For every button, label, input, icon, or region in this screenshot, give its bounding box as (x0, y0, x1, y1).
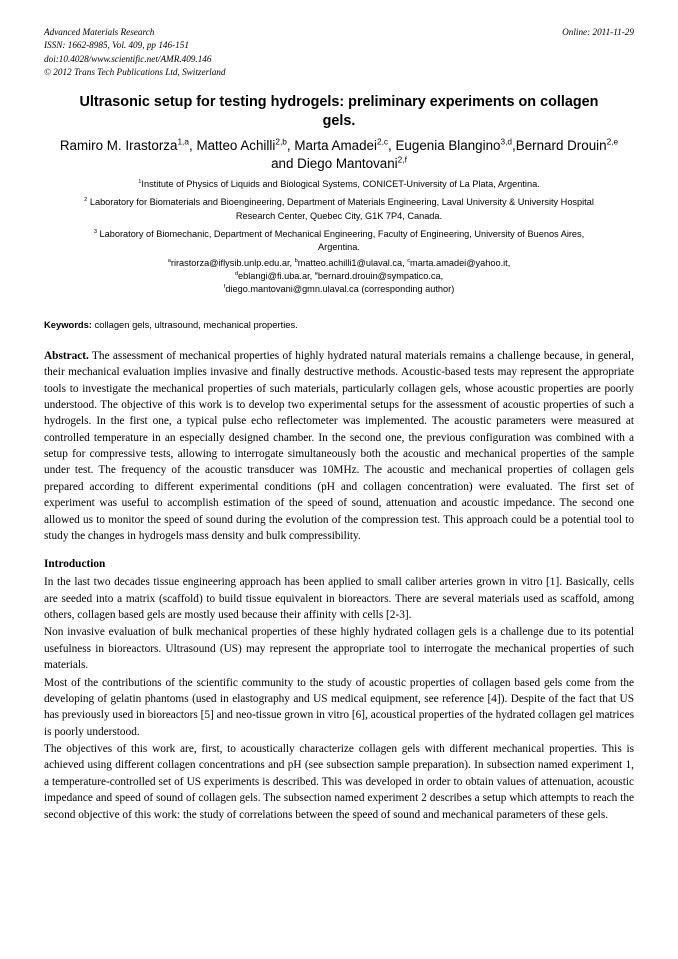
author-affil-marker: 3,d (500, 136, 513, 147)
author-emails (60, 257, 618, 297)
email-marker: c (407, 257, 411, 264)
affil-marker: 2 (84, 197, 88, 204)
author-entry: Eugenia Blangino$^{3,d}$, (395, 136, 516, 153)
journal-copyright: © 2012 Trans Tech Publications Ltd, Switzerland (44, 67, 226, 78)
email-line-1: $^a$rirastorza@iflysib.unlp.edu.ar, $^b$matteo.achilli1@ulaval.ca, $^c$marta.amadei@yahoo.it, (167, 257, 511, 268)
keywords-value: collagen gels, ultrasound, mechanical properties. (91, 318, 298, 330)
email-line-2: $^d$eblangi@fi.uba.ar, $^e$bernard.drouin@sympatico.ca, (234, 271, 444, 282)
email-marker: b (294, 257, 298, 264)
author-entry: Matteo Achilli$^{2,b}$, (196, 136, 295, 153)
online-date: Online: 2011-11-29 (562, 27, 634, 37)
intro-paragraph-3: Most of the contributions of the scientific community to the study of acoustic properties of collagen based gels come from the developing of gelatin phantoms (used in elastography and US medical equipment, see reference [4]). Despite of the fact that US has previously used in bioreactors [5] and neo-tissue grown in vitro [6], acoustical properties of the hydrated collagen gel matrices is poorly understood. (44, 676, 634, 738)
intro-paragraph-2: Non invasive evaluation of bulk mechanical properties of these highly hydrated collagen gels is a challenge due to its potential usefulness in bioreactors. Ultrasound (US) may represent the appropriate tool to interrogate the mechanical properties of such materials. (44, 626, 634, 672)
author-entry: Diego Mantovani$^{2,f}$ (297, 154, 407, 171)
affiliation-3: $^3$ Laboratory of Biomechanic, Department of Mechanical Engineering, Faculty of Engineering, University of Buenos Aires, Argentina. (93, 228, 585, 253)
author-entry: Bernard Drouin$^{2,e}$ and (271, 136, 619, 171)
author-affil-marker: 2,f (397, 154, 407, 165)
intro-paragraph-4: The objectives of this work are, first, to acoustically characterize collagen gels with different mechanical properties. This is achieved using different collagen concentrations and pH (see subsection sample preparation). In subsection named experiment 1, a temperature-controlled set of US experiments is described. This was developed in order to obtain values of attenuation, acoustic impedance and speed of sound of collagen gels. The subsection named experiment 2 describes a setup which attempts to reach the second objective of this work: the study of correlations between the speed of sound and mechanical parameters of these gels. (44, 743, 634, 821)
intro-paragraph-1: In the last two decades tissue engineering approach has been applied to small caliber arteries grown in vitro [1]. Basically, cells are seeded into a matrix (scaffold) to build tissue equivalent in bioreactors. There are several materials used as scaffold, among others, collagen based gels are mostly used because their affinity with cells [2-3]. (44, 576, 634, 621)
author-entry: Ramiro M. Irastorza$^{1,a}$, (59, 136, 197, 153)
journal-name: Advanced Materials Research (44, 27, 155, 37)
email-marker: e (314, 271, 318, 277)
journal-issn: ISSN: 1662-8985, Vol. 409, pp 146-151 (44, 40, 189, 51)
affiliation-2: $^2$ Laboratory for Biomaterials and Bioengineering, Department of Materials Engineering, Laval University & University Hospital Research Center, Quebec City, G1K 7P4, Canada. (84, 197, 594, 221)
author-affil-marker: 2,c (376, 136, 389, 147)
affil-marker: 3 (93, 228, 97, 235)
journal-doi: doi:10.4028/www.scientific.net/AMR.409.146 (44, 53, 212, 64)
keywords-line (44, 319, 634, 330)
page-title: Ultrasonic setup for testing hydrogels: preliminary experiments on collagen gels. (79, 94, 599, 130)
author-entry: Marta Amadei$^{2,c}$, (294, 136, 396, 153)
author-list (52, 137, 626, 173)
author-affil-marker: 2,b (275, 136, 287, 147)
abstract-label: Abstract. (44, 349, 89, 362)
affiliation-1: $^1$Institute of Physics of Liquids and Biological Systems, CONICET-University of La Plata, Argentina. (138, 178, 540, 189)
author-affil-marker: 1,a (177, 136, 189, 147)
email-marker: d (234, 271, 238, 277)
section-heading-introduction: Introduction (44, 558, 106, 571)
abstract-block (44, 348, 634, 545)
abstract-text: The assessment of mechanical properties of highly hydrated natural materials remains a challenge because, in general, their mechanical evaluation implies invasive and finally destructive methods. Acoustic-based tests may represent the appropriate tools to investigate the mechanical properties of such materials, particularly collagen gels, whose acoustic properties are poorly understood. The objective of this work is to develop two experimental setups for the assessment of acoustic properties of such a hydrogels. In the first one, a typical pulse echo reflectometer was implemented. The acoustic parameters were measured at controlled temperature in an especially designed chamber. In the second one, the previous configuration was combined with a setup for compressive tests, allowing to interrogate simultaneously both the acoustic and mechanical properties of the sample under test. The frequency of the acoustic transducer was 10MHz. The acoustic and mechanical properties of collagen gels prepared according to different experimental conditions (pH and collagen concentration) were evaluated. The first set of experiment was useful to accomplish estimation of the speed of sound, attenuation and acoustic impedance. The second one allowed us to monitor the speed of sound during the evolution of the compression test. This approach could be a potential tool to study the changes in hydrogels mass density and bulk compressibility. (44, 349, 634, 542)
keywords-label: Keywords: (44, 318, 92, 330)
email-marker: a (167, 257, 171, 264)
email-line-3: $^f$diego.mantovani@gmn.ulaval.ca (corresponding author) (223, 284, 455, 295)
author-affil-marker: 2,e (606, 136, 619, 147)
affil-marker: 1 (138, 178, 142, 185)
journal-header (44, 26, 634, 79)
email-marker: f (223, 284, 226, 291)
